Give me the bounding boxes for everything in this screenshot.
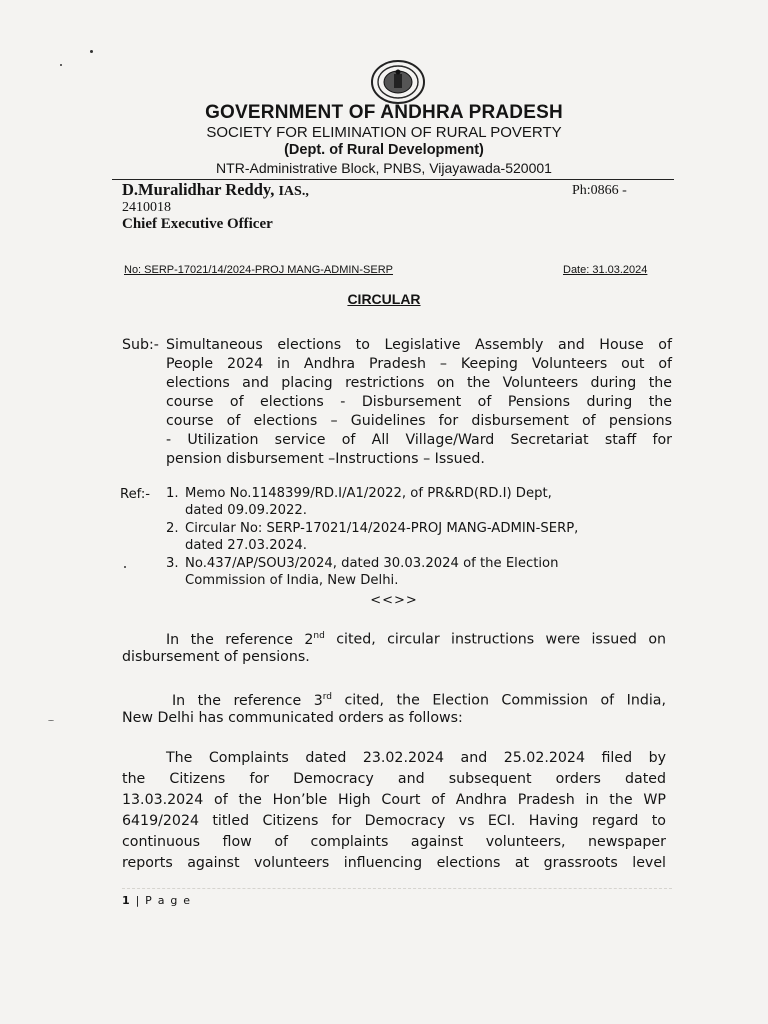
- circular-heading: CIRCULAR: [347, 291, 421, 307]
- subject-line: course of elections – Guidelines for disbursement of pensions: [166, 413, 672, 429]
- subject-line: Simultaneous elections to Legislative Assembly and House of: [166, 337, 672, 353]
- scan-speck: [90, 50, 93, 53]
- paragraph-line: [122, 688, 666, 711]
- subject-line: pension disbursement –Instructions – Issued.: [166, 451, 485, 467]
- reference-line: Memo No.1148399/RD.I/A1/2022, of PR&RD(RD.I) Dept,: [185, 486, 552, 501]
- paragraph-line: The Complaints dated 23.02.2024 and 25.02.2024 filed by: [166, 750, 666, 766]
- memo-date: Date: 31.03.2024: [563, 264, 648, 276]
- officer-name: [122, 180, 309, 200]
- andhra-pradesh-emblem-icon: [370, 58, 426, 106]
- officer-name-text: D.Muralidhar Reddy,: [122, 180, 275, 199]
- reference-line: Commission of India, New Delhi.: [185, 573, 399, 588]
- officer-phone: Ph:0866 -: [572, 183, 627, 198]
- subject-line: - Utilization service of All Village/Ward Secretariat staff for: [166, 432, 672, 448]
- page-number: [122, 894, 191, 907]
- subject-prefix: Sub:-: [122, 337, 159, 353]
- paragraph-line: New Delhi has communicated orders as follows:: [122, 710, 463, 726]
- reference-line: No.437/AP/SOU3/2024, dated 30.03.2024 of the Election: [185, 556, 559, 571]
- ordinal-suffix: nd: [313, 631, 325, 641]
- page-number-value: 1: [122, 894, 131, 907]
- paragraph-line: [122, 627, 666, 650]
- scan-speck: [60, 64, 62, 66]
- reference-line: Circular No: SERP-17021/14/2024-PROJ MANG-ADMIN-SERP,: [185, 521, 579, 536]
- paragraph-line: disbursement of pensions.: [122, 649, 310, 665]
- footer-divider: [122, 888, 672, 889]
- officer-phone-continued: 2410018: [122, 200, 171, 215]
- references-label: Ref:-: [120, 487, 151, 502]
- subject-line: elections and placing restrictions on the Volunteers during the: [166, 375, 672, 391]
- paragraph-text: In the reference 3: [172, 692, 323, 709]
- paragraph-line: 6419/2024 titled Citizens for Democracy vs ECI. Having regard to: [122, 813, 666, 829]
- scan-speck: [124, 566, 126, 568]
- paragraph-line: 13.03.2024 of the Hon’ble High Court of Andhra Pradesh in the WP: [122, 792, 666, 808]
- officer-name-suffix: IAS.,: [278, 184, 309, 199]
- paragraph-line: continuous flow of complaints against volunteers, newspaper: [122, 834, 666, 850]
- scan-speck: [48, 720, 54, 721]
- memo-number: No: SERP-17021/14/2024-PROJ MANG-ADMIN-SERP: [124, 264, 393, 276]
- page-number-label: | P a g e: [135, 894, 192, 907]
- officer-designation: Chief Executive Officer: [122, 216, 273, 232]
- paragraph-line: the Citizens for Democracy and subsequent orders dated: [122, 771, 666, 787]
- reference-line: dated 27.03.2024.: [185, 538, 307, 553]
- reference-number: 1.: [166, 486, 179, 501]
- subject-line: course of elections - Disbursement of Pensions during the: [166, 394, 672, 410]
- paragraph-line: reports against volunteers influencing elections at grassroots level: [122, 855, 666, 871]
- reference-number: 2.: [166, 521, 179, 536]
- paragraph-text: cited, circular instructions were issued on: [324, 631, 666, 648]
- office-address: NTR-Administrative Block, PNBS, Vijayawada-520001: [216, 160, 552, 176]
- reference-line: dated 09.09.2022.: [185, 503, 307, 518]
- subject-line: People 2024 in Andhra Pradesh – Keeping Volunteers out of: [166, 356, 672, 372]
- paragraph-text: In the reference 2: [166, 631, 314, 648]
- ordinal-suffix: rd: [322, 692, 332, 702]
- government-title: GOVERNMENT OF ANDHRA PRADESH: [205, 102, 563, 123]
- reference-number: 3.: [166, 556, 179, 571]
- society-name: SOCIETY FOR ELIMINATION OF RURAL POVERTY: [206, 124, 562, 141]
- section-separator: <<>>: [370, 593, 418, 608]
- department-name: (Dept. of Rural Development): [284, 142, 484, 158]
- paragraph-text: cited, the Election Commission of India,: [332, 692, 666, 709]
